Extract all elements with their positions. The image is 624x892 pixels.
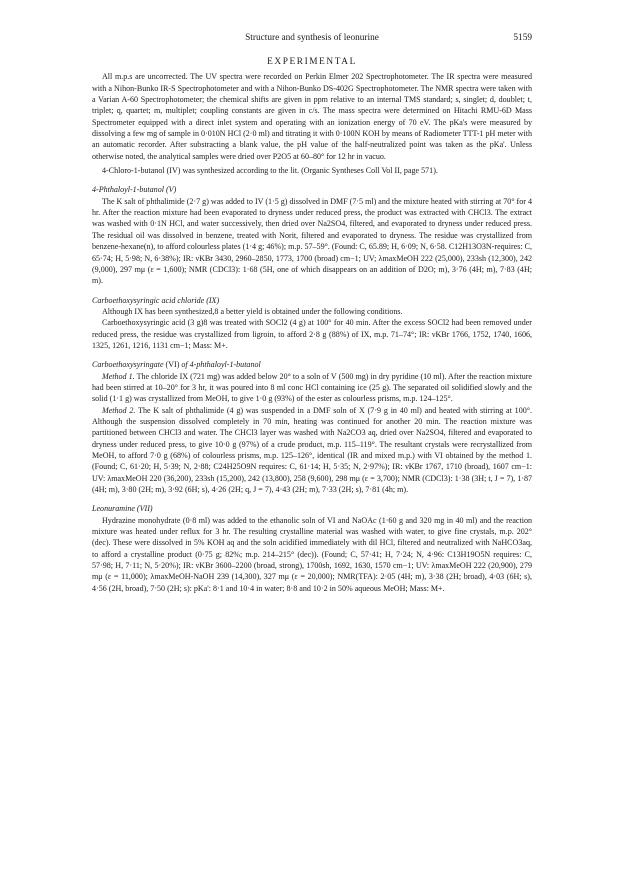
running-title: Structure and synthesis of leonurine — [245, 33, 379, 43]
acid-chloride-paragraph-1: Although IX has been synthesized,8 a better yield is obtained under the following conditions. — [102, 306, 403, 316]
method-1-text: The chloride IX (721 mg) was added below 20° to a soln of V (500 mg) in dry pyridine (10 ml). After the reaction mixture had been stirred at 10–20° for 3 hr, it was poured into 8 ml conc HCl containing ice (25 g). The separated oil solidified slowly and the solid (1·1 g) was crystallized from MeOH, to give 1·0 g (93%) of the ester as colourless prisms, m.p. 124–125°. — [92, 371, 532, 404]
page-number: 5159 — [513, 33, 532, 43]
method-2-label: Method 2. — [102, 405, 136, 415]
syringate-heading-part-1: Carboethoxysyringate — [92, 360, 164, 370]
syringate-heading-part-2: (VI) — [163, 360, 182, 370]
syringate-heading — [92, 359, 532, 370]
method-2-text: The K salt of phthalimide (4 g) was suspended in a DMF soln of X (7·9 g in 40 ml) and heated with stirring at 100°. Although the suspension dissolved completely in 70 min, heating was continued for another 20 min. The reaction mixture was partitioned between CHCl3 and water. The CHCl3 layer was washed with Na2CO3 aq, dried over Na2SO4, filtered and evaporated to dryness under reduced press, to give 10·0 g (97%) of a crude product, m.p. 115–119°. The resultant crystals were recrystallized from MeOH, to afford 7·0 g (68%) of colourless prisms, m.p. 125–126°, identical (IR and mixed m.p.) with VI obtained by the method 1. (Found; C, 61·20; H, 5·39; N, 2·88; C24H25O9N requires: C, 61·14; H, 5·35; N, 2·97%); IR: νKBr 1767, 1710 (broad), 1607 cm−1: UV: λmaxMeOH 220 (36,200), 233sh (15,200), 242 (13,800), 258 (9,600), 298 mμ (ε = 3,700); NMR (CDCl3): 1·38 (3H; t, J = 7), 1·87 (4H; m), 3·80 (2H; m), 3·92 (6H; s), 4·26 (2H; q, J = 7), 4·43 (2H; m), 7·33 (2H; s), 7·81 (4h; m). — [92, 405, 532, 495]
leonuramine-heading: Leonuramine (VII) — [92, 504, 153, 514]
leonuramine-paragraph: Hydrazine monohydrate (0·8 ml) was added to the ethanolic soln of VI and NaOAc (1·60 g and 320 mg in 40 ml) and the reaction mixture was heated under reflux for 3 hr. The resulting crystalline material was washed with water, to give fine crystals, m.p. 202° (dec). These were dissolved in 5% KOH aq and the soln acidified immediately with dil HCl, filtered and neutralized with NaHCO3aq, to afford a crystalline product (0·75 g; 82%; m.p. 214–215° (dec)). (Found; C, 57·41; H, 7·24; N, 4·96: C13H19O5N requires: C, 57·98; H, 7·11; N, 5·20%); IR: νKBr 3600–2200 (broad, strong), 1700sh, 1692, 1630, 1570 cm−1; UV: λmaxMeOH 222 (20,900), 279 mμ (ε = 11,000); λmaxMeOH-NaOH 239 (14,300), 327 mμ (ε = 20,000); NMR(TFA): 2·05 (4H; m), 3·38 (2H; broad), 4·03 (6H; s), 4·56 (2H, broad), 7·50 (2H; s): pKa': 8·1 and 10·4 in water; 8·8 and 10·2 in 50% aqueous MeOH; Mass: M+. — [92, 515, 532, 593]
method-2-paragraph — [92, 405, 532, 496]
section-heading: EXPERIMENTAL — [267, 57, 357, 67]
chlorobutanol-paragraph: 4-Chloro-1-butanol (IV) was synthesized according to the lit. (Organic Syntheses Coll Vol II, page 571). — [102, 166, 438, 176]
syringate-heading-part-3: of 4-phthaloyl-1-butanol — [181, 360, 261, 370]
article-body — [92, 55, 532, 594]
phthaloyl-heading: 4-Phthaloyl-1-butanol (V) — [92, 185, 177, 195]
method-1-paragraph — [92, 371, 532, 405]
method-1-label: Method 1. — [102, 371, 135, 381]
phthaloyl-paragraph: The K salt of phthalimide (2·7 g) was added to IV (1·5 g) dissolved in DMF (7·5 ml) and the mixture heated with stirring at 70° for 4 hr. After the reaction mixture had been evaporated to dryness under reduced press, the product was extracted with CHCl3. The extract was washed with 0·1N HCl, and water successively, then dried over Na2SO4, filtered, and evaporated to dryness under reduced press. The residual oil was dissolved in benzene, treated with Norit, filtered and evaporated to dryness. The residue was crystallized from benzene-hexane(n), to afford colourless plates (1·4 g; 46%); m.p. 57–59°. (Found: C, 65.89; H, 6·09; N, 6·58. C12H13O3N-requires: C, 65·74; H, 5·98; N, 6·38%); IR: νKBr 3430, 2960–2850, 1773, 1700 (broad) cm−1; UV; λmaxMeOH 222 (25,000), 233sh (12,300), 242 (9,000), 297 mμ (ε = 1,600); NMR (CDCl3): 1·68 (5H, one of which disappears on an addition of D2O; m), 3·76 (4H; m), 7·83 (4H; m). — [92, 196, 532, 286]
acid-chloride-paragraph-2: Carboethoxysyringic acid (3 g)8 was treated with SOCl2 (4 g) at 100° for 40 min. After the excess SOCl2 had been removed under reduced press, the residue was crystallized from ligroin, to afford 2·8 g (88%) of IX, m.p. 71–74°; IR: νKBr 1766, 1752, 1740, 1606, 1325, 1261, 1216, 1131 cm−1; Mass: M+. — [92, 318, 532, 350]
acid-chloride-heading: Carboethoxysyringic acid chloride (IX) — [92, 295, 220, 305]
intro-paragraph: All m.p.s are uncorrected. The UV spectra were recorded on Perkin Elmer 202 Spectrophotometer. The IR spectra were measured with a Nihon-Bunko IR-S Spectrophotometer and with a Nihon-Bunko DS-402G Spectrophotometer. The NMR spectra were taken with a Varian A-60 Spectrophotometer; the chemical shifts are given in ppm relative to an internal TMS standard; s, singlet; d, doublet; t, triplet; q, quartet; m, multiplet; coupling constants are given in c/s. The mass spectra were determined on Hitachi RMU-6D Mass Spectrometer equipped with a direct inlet system and operating with an ionization energy of 70 eV. The pKa's were measured by dissolving a few mg of sample in 0·010N HCl (2·0 ml) and titrating it with 0·100N KOH by means of Radiometer TTT-1 pH meter with an automatic recorder. After substracting a blank value, the pH value of the half-neutralized point was taken as the pKa'. Unless otherwise noted, the analytical samples were dried over P2O5 at 60–80° for 12 hr in vacuo. — [92, 72, 532, 161]
